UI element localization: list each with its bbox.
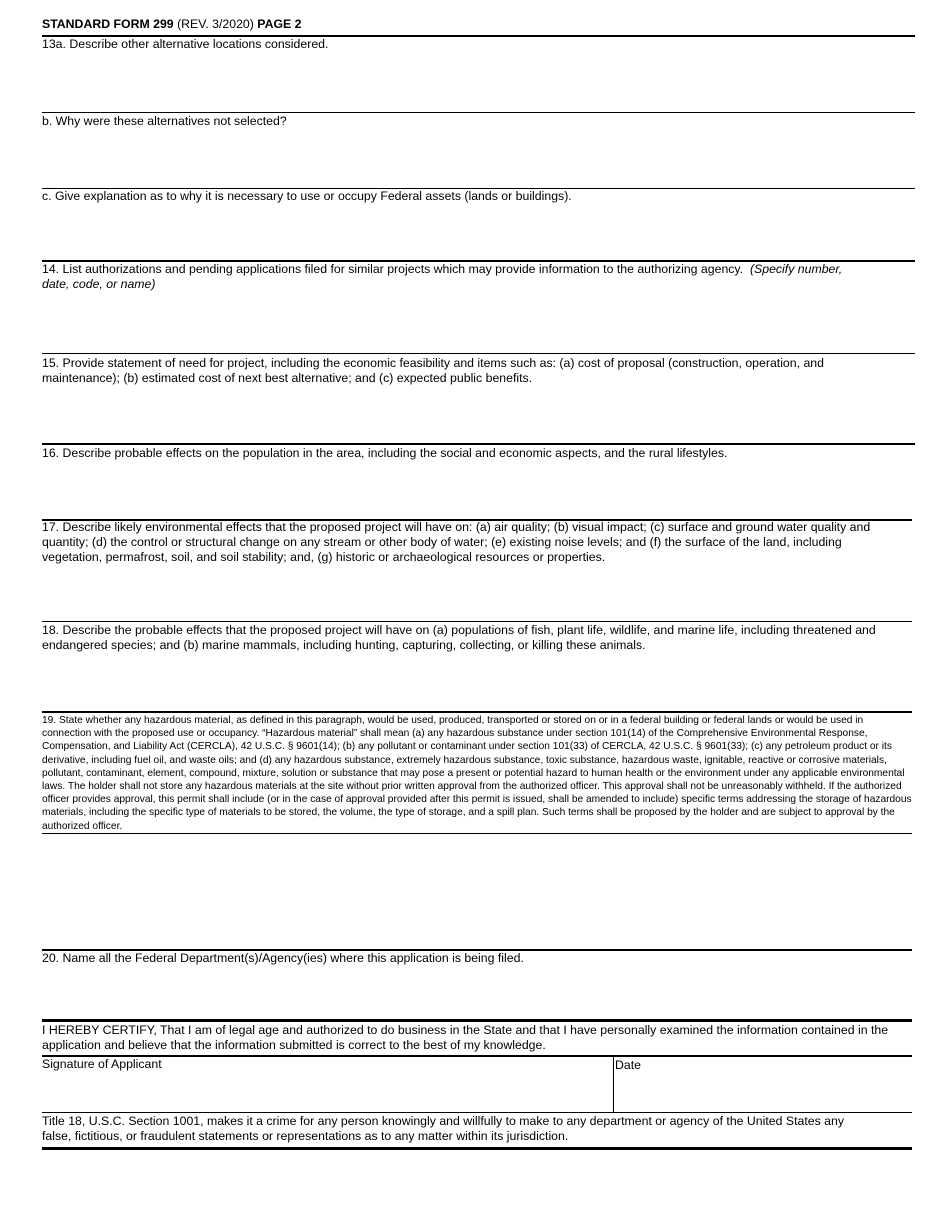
question-17-label: 17. Describe likely environmental effects that the proposed project will have on: (a) air quality; (b) visual impact; (c) surface and ground water quality and quantity; (d) the control or structural change on any stream or other body of water; (e) existing noise levels; and (f) the surface of the land, including vegetation, permafrost, soil, and soil stability; and, (g) historic or archaeological resources or properties. [42, 520, 871, 564]
answer-19-field[interactable] [42, 835, 912, 948]
answer-13c-field[interactable] [42, 205, 915, 259]
answer-13a-field[interactable] [42, 53, 915, 111]
date-field[interactable] [615, 1073, 910, 1110]
answer-20-field[interactable] [42, 967, 912, 1018]
question-16-label: 16. Describe probable effects on the population in the area, including the social and economic aspects, and the rural lifestyles. [42, 446, 728, 460]
answer-16-field[interactable] [42, 462, 915, 518]
legal-notice: Title 18, U.S.C. Section 1001, makes it a crime for any person knowingly and willfully to make to any department or agency of the United States any false, fictitious, or fraudulent statements or representations as to any matter within its jurisdiction. [42, 1114, 844, 1143]
page-label: PAGE 2 [257, 17, 302, 31]
section-divider [42, 833, 912, 834]
section-divider [42, 353, 915, 354]
section-divider [42, 112, 915, 113]
signature-date-divider [613, 1057, 614, 1112]
question-18-label: 18. Describe the probable effects that the proposed project will have on (a) populations of fish, plant life, wildlife, and marine life, including threatened and endangered species; and (b) marine mammals, including hunting, capturing, collecting, or killing these animals. [42, 623, 876, 652]
signature-field[interactable] [42, 1073, 607, 1110]
question-14-note: (Specify number, date, code, or name) [42, 262, 843, 291]
question-13b-label: b. Why were these alternatives not selected? [42, 114, 287, 128]
answer-13b-field[interactable] [42, 130, 915, 187]
question-20-label: 20. Name all the Federal Department(s)/Agency(ies) where this application is being filed. [42, 951, 524, 965]
section-divider [42, 443, 915, 445]
section-divider [42, 711, 912, 713]
certification-top-rule [42, 1019, 912, 1022]
form-name: STANDARD FORM 299 [42, 17, 174, 31]
question-15-label: 15. Provide statement of need for project, including the economic feasibility and items such as: (a) cost of proposal (construction, operation, and maintenance); (b) estimated cost of next best alternative; and (c) expected public benefits. [42, 356, 824, 385]
question-14-text: 14. List authorizations and pending applications filed for similar projects which may provide information to the authorizing agency. [42, 262, 744, 276]
answer-18-field[interactable] [42, 654, 912, 710]
form-revision: (REV. 3/2020) [177, 17, 254, 31]
certification-text: I HEREBY CERTIFY, That I am of legal age and authorized to do business in the State and that I have personally examined the information contained in the application and believe that the information submitted is correct to the best of my knowledge. [42, 1023, 889, 1052]
section-divider [42, 1112, 912, 1113]
answer-17-field[interactable] [42, 566, 912, 620]
date-label: Date [615, 1058, 641, 1072]
question-13c-label: c. Give explanation as to why it is necessary to use or occupy Federal assets (lands or buildings). [42, 189, 572, 203]
question-13a-label: 13a. Describe other alternative locations considered. [42, 37, 329, 51]
question-14-label [42, 262, 872, 292]
form-bottom-rule [42, 1147, 912, 1150]
answer-15-field[interactable] [42, 387, 915, 442]
form-header [42, 17, 301, 31]
signature-label: Signature of Applicant [42, 1057, 162, 1071]
section-divider [42, 621, 912, 622]
answer-14-field[interactable] [42, 293, 915, 352]
question-19-label: 19. State whether any hazardous material, as defined in this paragraph, would be used, produced, transported or stored on or in a federal building or federal lands or would be used in connection with the proposed use or occupancy. “Hazardous material” shall mean (a) any hazardous substance under section 101(14) of the Comprehensive Environmental Response, Compensation, and Liability Act (CERCLA), 42 U.S.C. § 9601(14); (b) any pollutant or contaminant under section 101(33) of CERCLA, 42 U.S.C. § 9601(33); (c) any petroleum product or its derivative, including fuel oil, and waste oils; and (d) any hazardous substance, extremely hazardous substance, toxic substance, hazardous waste, ignitable, reactive or corrosive materials, pollutant, contaminant, element, compound, mixture, solution or substance that may pose a present or potential hazard to human health or the environment under any applicable environmental laws. The holder shall not store any hazardous materials at the site without prior written approval from the authorized officer. This approval shall not be unreasonably withheld. If the authorized officer provides approval, this permit shall include (or in the case of approval provided after this permit is issued, shall be amended to include) specific terms addressing the storage of hazardous materials, including the specific type of materials to be stored, the volume, the type of storage, and a spill plan. Such terms shall be proposed by the holder and are subject to approval by the authorized officer. [42, 715, 912, 832]
